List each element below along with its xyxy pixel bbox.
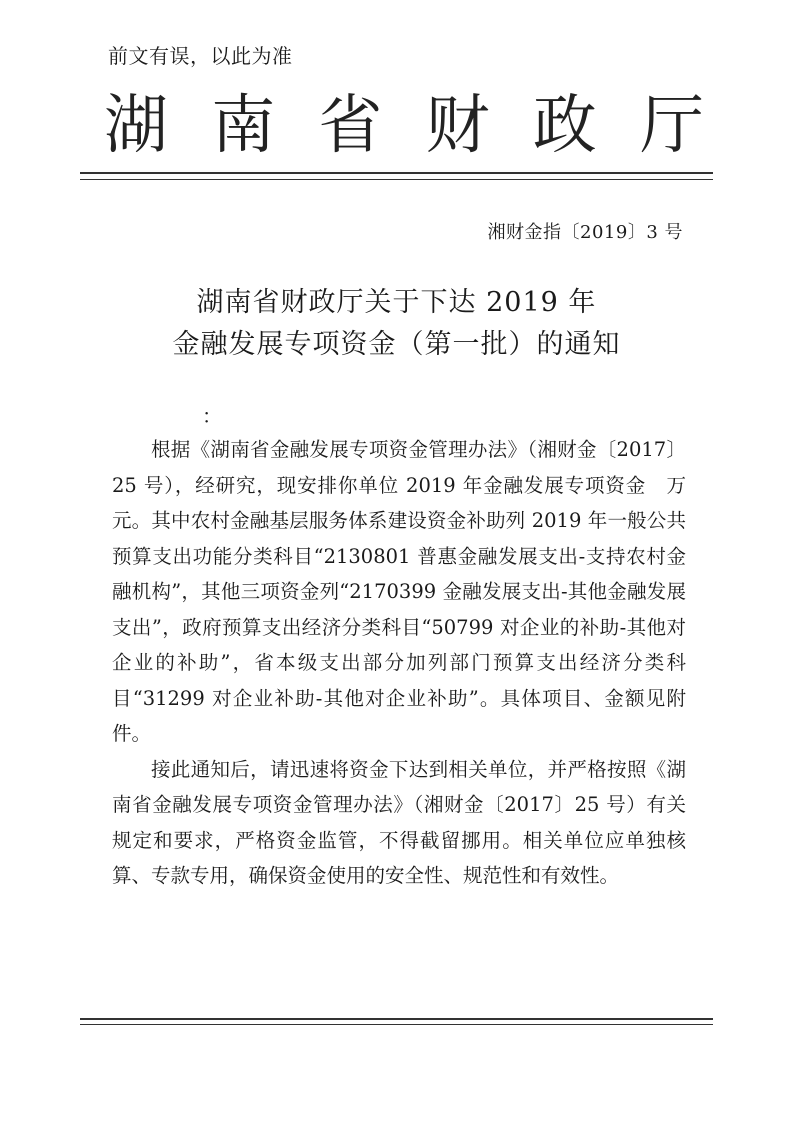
issuing-authority-header [104,88,704,164]
title-line-1: 湖南省财政厅关于下达 2019 年 [196,287,597,318]
document-number: 湘财金指〔2019〕3 号 [487,222,683,243]
document-body [112,432,686,894]
header-char: 财 [425,89,490,163]
header-char: 厅 [639,89,704,163]
header-char: 南 [211,89,276,163]
correction-note: 前文有误，以此为准 [108,44,293,68]
header-char: 湖 [104,89,168,163]
header-char: 省 [318,89,383,163]
header-divider [80,172,713,180]
title-line-2: 金融发展专项资金（第一批）的通知 [172,329,621,360]
footer-divider [80,1018,713,1025]
document-title [0,282,793,366]
body-paragraph-2: 接此通知后，请迅速将资金下达到相关单位，并严格按照《湖南省金融发展专项资金管理办法》（湘财金〔2017〕25 号）有关规定和要求，严格资金监管，不得截留挪用。相关单位应单独核算、专款专用，确保资金使用的安全性、规范性和有效性。 [112,757,686,887]
salutation: ： [202,404,222,428]
body-paragraph-1: 根据《湖南省金融发展专项资金管理办法》（湘财金〔2017〕25 号），经研究，现安排你单位 2019 年金融发展专项资金 万元。其中农村金融基层服务体系建设资金补助列 2019 年一般公共预算支出功能分类科目“2130801 普惠金融发展支出-支持农村金融机构”，其他三项资金列“2170399 金融发展支出-其他金融发展支出”，政府预算支出经济分类科目“50799 对企业的补助-其他对企业的补助”，省本级支出部分加列部门预算支出经济分类科目“31299 对企业补助-其他对企业补助”。具体项目、金额见附件。 [112,438,686,745]
header-char: 政 [532,89,597,163]
